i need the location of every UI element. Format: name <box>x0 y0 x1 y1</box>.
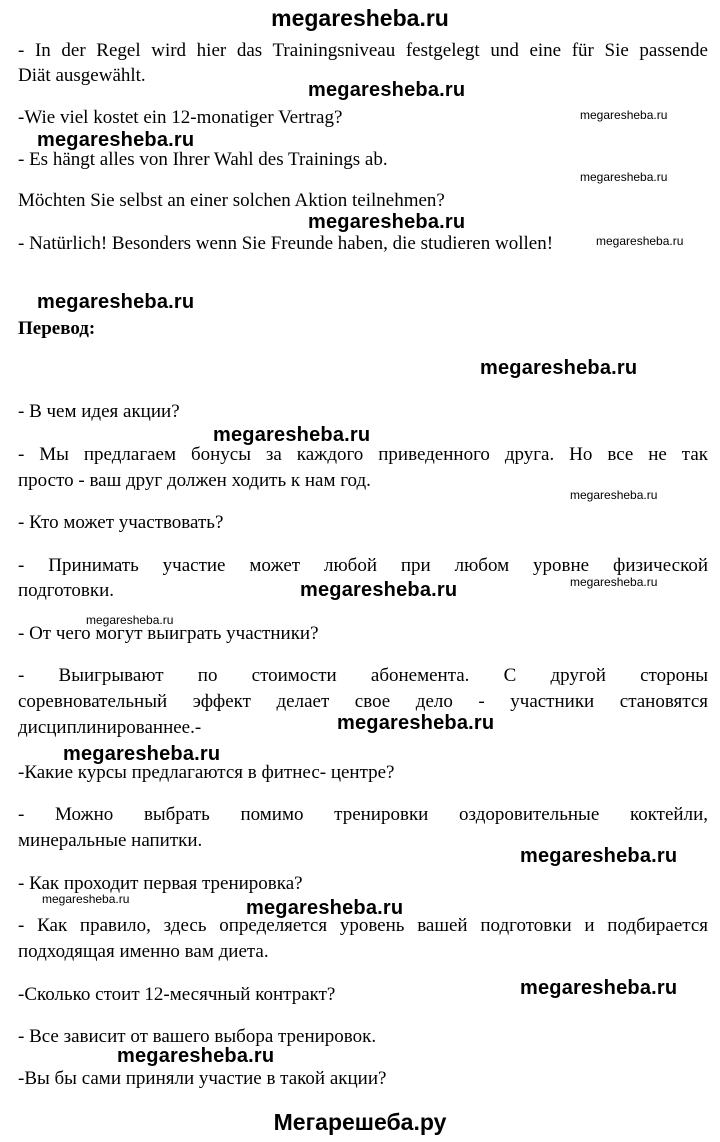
german-line-3: - Es hängt alles von Ihrer Wahl des Trainings ab. <box>18 149 388 170</box>
watermark: megaresheba.ru <box>63 743 221 765</box>
watermark: megaresheba.ru <box>308 211 466 233</box>
russian-answer-6: - Все зависит от вашего выбора тренировок. <box>18 1026 377 1047</box>
russian-question-3: - От чего могут выиграть участники? <box>18 623 319 644</box>
footer-site-title: Мегарешеба.ру <box>273 1109 447 1135</box>
header-site-title: megaresheba.ru <box>271 5 449 31</box>
russian-question-1: - В чем идея акции? <box>18 401 180 422</box>
russian-answer-2: - Принимать участие может любой при любом уровне физической <box>18 555 708 576</box>
russian-question-4: -Какие курсы предлагаются в фитнес- центре? <box>18 762 395 783</box>
watermark-small: megaresheba.ru <box>596 234 684 248</box>
german-line-1: - In der Regel wird hier das Trainingsniveau festgelegt und eine für Sie passende <box>18 40 708 61</box>
watermark: megaresheba.ru <box>246 897 404 919</box>
watermark: megaresheba.ru <box>117 1045 275 1067</box>
watermark: megaresheba.ru <box>37 291 195 313</box>
watermark-small: megaresheba.ru <box>570 575 658 589</box>
watermark: megaresheba.ru <box>480 357 638 379</box>
watermark: megaresheba.ru <box>37 129 195 151</box>
russian-answer-3: - Выигрывают по стоимости абонемента. С другой стороны <box>18 665 708 686</box>
watermark-small: megaresheba.ru <box>86 613 174 627</box>
russian-question-7: -Вы бы сами приняли участие в такой акции? <box>18 1068 387 1089</box>
watermark-small: megaresheba.ru <box>570 488 658 502</box>
russian-answer-5-cont: подходящая именно вам диета. <box>18 941 269 962</box>
watermark: megaresheba.ru <box>337 712 495 734</box>
russian-question-6: -Сколько стоит 12-месячный контракт? <box>18 984 336 1005</box>
watermark: megaresheba.ru <box>308 79 466 101</box>
watermark: megaresheba.ru <box>520 977 678 999</box>
russian-answer-1: - Мы предлагаем бонусы за каждого приведенного друга. Но все не так <box>18 444 708 465</box>
german-line-4: Möchten Sie selbst an einer solchen Aktion teilnehmen? <box>18 190 445 211</box>
watermark: megaresheba.ru <box>300 579 458 601</box>
russian-answer-3-cont: соревновательный эффект делает свое дело - участники становятся <box>18 691 708 712</box>
german-line-2: -Wie viel kostet ein 12-monatiger Vertrag? <box>18 107 343 128</box>
russian-question-5: - Как проходит первая тренировка? <box>18 873 303 894</box>
translation-heading: Перевод: <box>18 318 96 339</box>
watermark: megaresheba.ru <box>520 845 678 867</box>
watermark-small: megaresheba.ru <box>42 892 130 906</box>
watermark-small: megaresheba.ru <box>580 170 668 184</box>
russian-answer-4: - Можно выбрать помимо тренировки оздоровительные коктейли, <box>18 804 708 825</box>
russian-answer-5: - Как правило, здесь определяется уровень вашей подготовки и подбирается <box>18 915 708 936</box>
watermark-small: megaresheba.ru <box>580 108 668 122</box>
german-line-5: - Natürlich! Besonders wenn Sie Freunde haben, die studieren wollen! <box>18 233 554 254</box>
russian-answer-3-cont-2: дисциплинированнее.- <box>18 717 202 738</box>
russian-answer-4-cont: минеральные напитки. <box>18 830 203 851</box>
russian-answer-2-cont: подготовки. <box>18 580 115 601</box>
russian-answer-1-cont: просто - ваш друг должен ходить к нам год. <box>18 470 371 491</box>
watermark: megaresheba.ru <box>213 424 371 446</box>
russian-question-2: - Кто может участвовать? <box>18 512 224 533</box>
german-line-1-cont: Diät ausgewählt. <box>18 65 146 86</box>
